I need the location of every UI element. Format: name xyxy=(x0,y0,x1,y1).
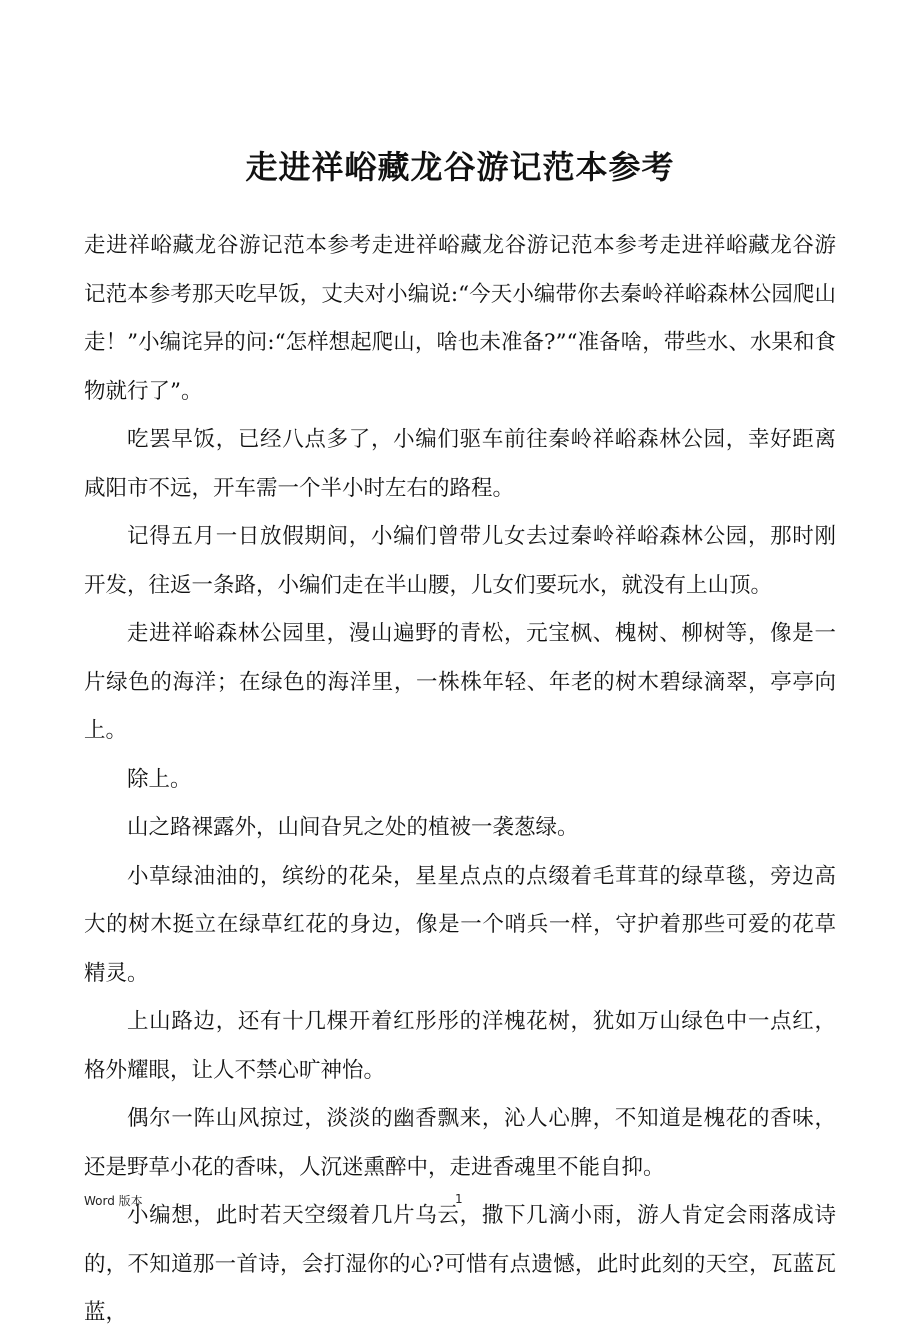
paragraph: 吃罢早饭，已经八点多了，小编们驱车前往秦岭祥峪森林公园，幸好距离咸阳市不远，开车需一个半小时左右的路程。 xyxy=(84,427,836,501)
paragraph: 走进祥峪藏龙谷游记范本参考走进祥峪藏龙谷游记范本参考走进祥峪藏龙谷游记范本参考那天吃早饭，丈夫对小编说:“今天小编带你去秦岭祥峪森林公园爬山走！”小编诧异的问:“怎样想起爬山，啥也未准备?”“准备啥，带些水、水果和食物就行了”。 xyxy=(84,233,836,404)
paragraph: 走进祥峪森林公园里，漫山遍野的青松，元宝枫、槐树、柳树等，像是一片绿色的海洋；在绿色的海洋里，一株株年轻、年老的树木碧绿滴翠，亭亭向上。 xyxy=(84,621,836,743)
paragraph: 除上。 xyxy=(127,766,192,792)
document-body xyxy=(84,222,836,1338)
paragraph: 小编想，此时若天空缀着几片乌云，撒下几滴小雨，游人肯定会雨落成诗的，不知道那一首诗，会打湿你的心?可惜有点遗憾，此时此刻的天空，瓦蓝瓦蓝， xyxy=(84,1203,836,1325)
document-title: 走进祥峪藏龙谷游记范本参考 xyxy=(245,148,675,186)
paragraph: 记得五月一日放假期间，小编们曾带儿女去过秦岭祥峪森林公园，那时刚开发，往返一条路，小编们走在半山腰，儿女们要玩水，就没有上山顶。 xyxy=(84,524,836,598)
paragraph: 小草绿油油的，缤纷的花朵，星星点点的点缀着毛茸茸的绿草毯，旁边高大的树木挺立在绿草红花的身边，像是一个哨兵一样，守护着那些可爱的花草精灵。 xyxy=(84,863,836,986)
page-number: 1 xyxy=(455,1192,463,1206)
paragraph: 上山路边，还有十几棵开着红彤彤的洋槐花树，犹如万山绿色中一点红，格外耀眼，让人不禁心旷神怡。 xyxy=(84,1009,836,1083)
paragraph: 山之路裸露外，山间旮旯之处的植被一袭葱绿。 xyxy=(127,815,579,840)
paragraph: 偶尔一阵山风掠过，淡淡的幽香飘来，沁人心脾，不知道是槐花的香味，还是野草小花的香味，人沉迷熏醉中，走进香魂里不能自抑。 xyxy=(84,1106,836,1180)
footer-label: Word 版本 xyxy=(84,1194,143,1208)
